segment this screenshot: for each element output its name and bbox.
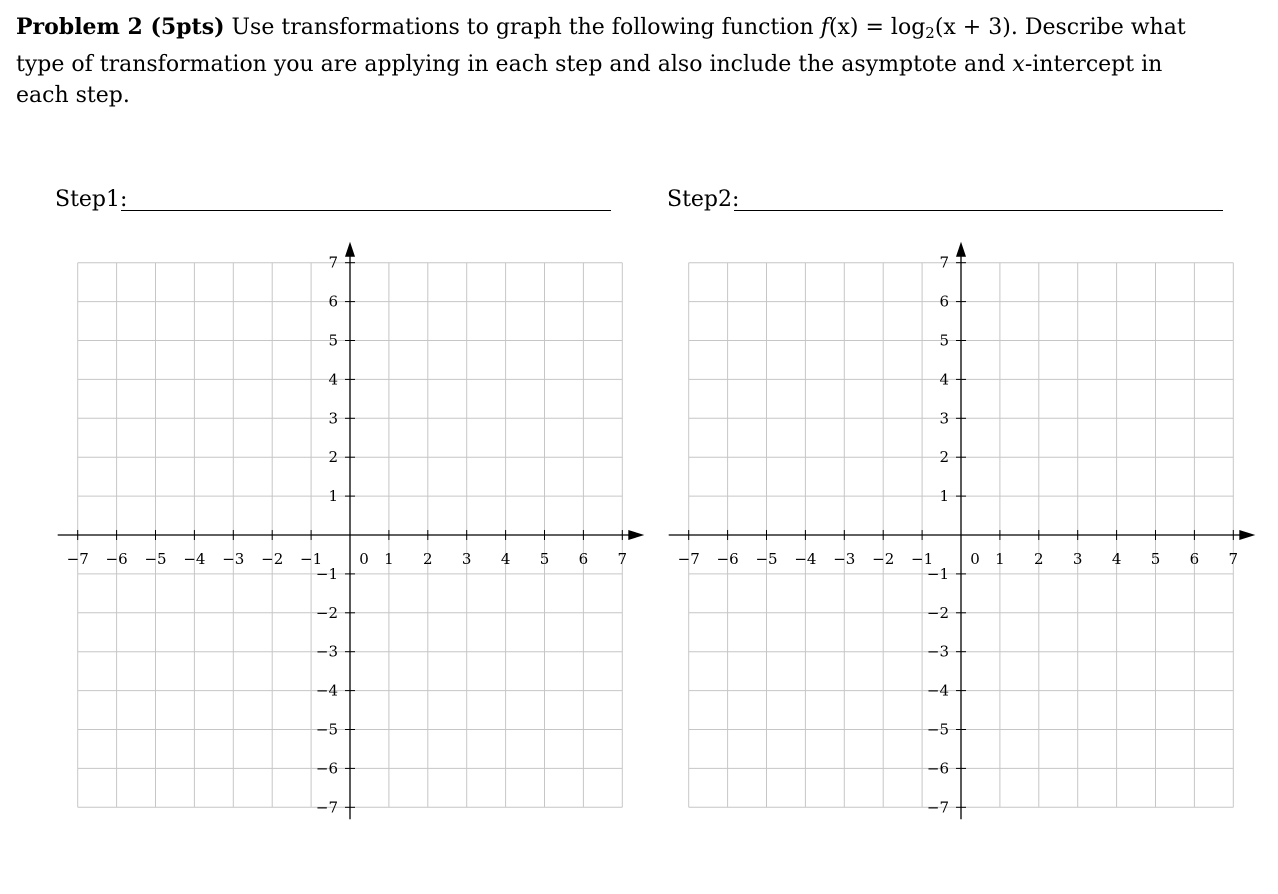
x-tick-label: 7	[617, 550, 628, 568]
x-tick-label: −6	[105, 550, 128, 568]
equals-sign: =	[865, 15, 884, 40]
function-argument: (x)	[828, 15, 859, 40]
x-axis-arrow	[1239, 530, 1255, 540]
y-tick-label: −4	[315, 681, 338, 700]
y-tick-label: −3	[926, 642, 949, 661]
y-tick-label: 5	[328, 331, 338, 350]
log-argument: (x + 3).	[934, 15, 1018, 40]
y-tick-label: 1	[328, 487, 338, 506]
step1-label: Step1:	[55, 187, 128, 212]
y-tick-label: −6	[926, 759, 949, 778]
y-tick-label: −4	[926, 681, 949, 700]
y-tick-label: 3	[939, 409, 949, 428]
x-tick-label: 0	[359, 550, 369, 568]
y-axis-arrow	[345, 242, 355, 257]
step1-coordinate-grid[interactable]	[58, 242, 645, 820]
x-tick-label: −7	[66, 550, 89, 568]
x-tick-label: −5	[755, 550, 778, 568]
x-tick-label: 1	[384, 550, 394, 568]
x-tick-label: −4	[183, 550, 206, 568]
x-tick-label: 2	[1034, 550, 1044, 568]
y-tick-label: −7	[926, 798, 949, 817]
y-tick-label: −2	[315, 603, 338, 622]
log-base: 2	[925, 24, 935, 42]
y-tick-label: −6	[315, 759, 338, 778]
step2-label: Step2:	[667, 187, 740, 212]
x-tick-label: −4	[794, 550, 817, 568]
x-tick-label: 4	[1111, 550, 1122, 568]
x-tick-label: −6	[716, 550, 739, 568]
x-variable: x	[1012, 52, 1025, 77]
function-name: f	[820, 15, 829, 40]
x-tick-label: −1	[300, 550, 323, 568]
y-tick-label: −2	[926, 603, 949, 622]
y-tick-label: 2	[328, 448, 338, 467]
log-symbol: log	[890, 15, 926, 40]
x-tick-label: −3	[222, 550, 245, 568]
x-tick-label: −1	[911, 550, 934, 568]
x-tick-label: −7	[677, 550, 700, 568]
x-axis-arrow	[628, 530, 644, 540]
x-tick-label: 3	[461, 550, 472, 568]
y-tick-label: 7	[328, 253, 338, 272]
x-tick-label: 6	[578, 550, 589, 568]
x-tick-label: −2	[261, 550, 284, 568]
x-tick-label: −5	[144, 550, 167, 568]
x-tick-label: 1	[995, 550, 1005, 568]
y-tick-label: 5	[939, 331, 949, 350]
x-tick-label: 2	[423, 550, 433, 568]
x-tick-label: −3	[833, 550, 856, 568]
x-tick-label: 6	[1189, 550, 1200, 568]
y-tick-label: 6	[939, 292, 949, 311]
x-tick-label: 7	[1228, 550, 1239, 568]
x-tick-label: 0	[970, 550, 980, 568]
x-tick-label: 5	[1150, 550, 1161, 568]
y-tick-label: 3	[328, 409, 338, 428]
y-tick-label: 1	[939, 487, 949, 506]
step2-coordinate-grid[interactable]	[669, 242, 1256, 820]
y-axis-arrow	[956, 242, 966, 257]
x-tick-label: 5	[539, 550, 550, 568]
problem-label: Problem 2 (5pts)	[16, 14, 225, 40]
y-tick-label: −5	[926, 720, 949, 739]
y-tick-label: −3	[315, 642, 338, 661]
problem-text-1: Use transformations to graph the following function	[231, 15, 814, 40]
problem-text-3: -intercept in each step.	[16, 52, 1163, 108]
y-tick-label: −1	[315, 564, 338, 583]
x-tick-label: 4	[500, 550, 511, 568]
x-tick-label: 3	[1072, 550, 1083, 568]
problem-text-2: Describe what type of transformation you are applying in each step and also include the asymptote and	[16, 15, 1186, 77]
y-tick-label: 7	[939, 253, 949, 272]
y-tick-label: 6	[328, 292, 338, 311]
y-tick-label: −1	[926, 564, 949, 583]
y-tick-label: −7	[315, 798, 338, 817]
y-tick-label: −5	[315, 720, 338, 739]
y-tick-label: 2	[939, 448, 949, 467]
y-tick-label: 4	[939, 370, 949, 389]
y-tick-label: 4	[328, 370, 338, 389]
x-tick-label: −2	[872, 550, 895, 568]
